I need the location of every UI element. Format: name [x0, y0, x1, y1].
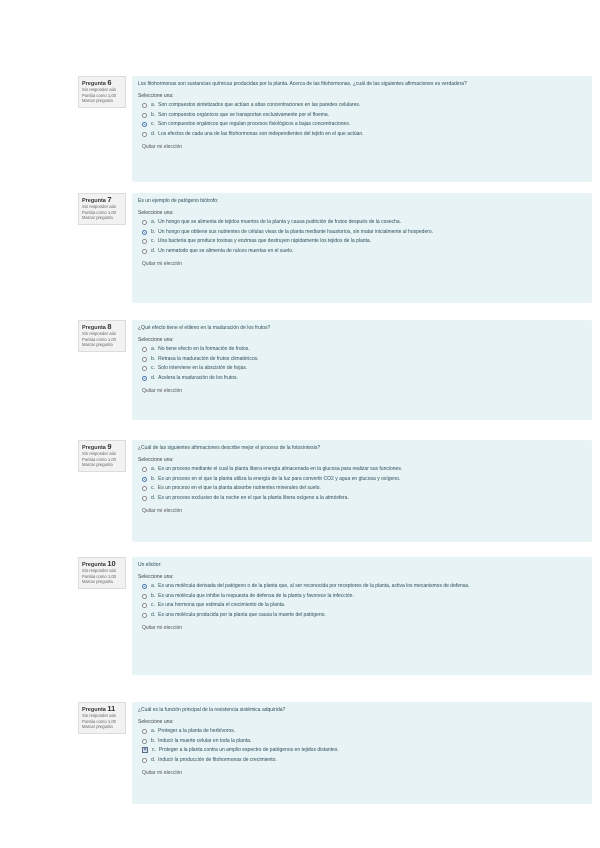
select-one-label: Seleccione una:: [138, 209, 174, 216]
question-status: Sin responder aún: [82, 204, 117, 210]
option-letter: a.: [151, 102, 156, 109]
option-letter: c.: [152, 747, 156, 754]
radio-icon[interactable]: [142, 486, 147, 491]
question-score: Puntúa como 1,00: [82, 336, 116, 342]
option-letter: b.: [151, 228, 156, 235]
question-status: Sin responder aún: [82, 87, 117, 93]
select-one-label: Seleccione una:: [138, 92, 174, 99]
radio-icon[interactable]: [142, 594, 147, 599]
radio-icon[interactable]: [142, 366, 147, 371]
option-text: Es una molécula que inhibe la respuesta de defensa de la planta y favorece la infección.: [158, 592, 354, 599]
question-text: ¿Cuál es la función principal de la resistencia sistémica adquirida?: [138, 707, 286, 713]
select-one-label: Seleccione una:: [138, 456, 174, 463]
option-text: Proteger a la planta contra un amplio espectro de patógenos en tejidos distantes.: [158, 747, 339, 754]
option-text: Es un proceso mediante el cual la planta libera energía almacenada en la glucosa para realizar sus funciones.: [158, 466, 403, 473]
answer-option[interactable]: [142, 219, 586, 226]
select-one-label: Seleccione una:: [138, 718, 174, 725]
answer-option[interactable]: [142, 131, 586, 138]
answer-option[interactable]: [142, 375, 586, 382]
answer-option[interactable]: [142, 248, 586, 255]
option-text: Una bacteria que produce toxinas y enzimas que destruyen rápidamente los tejidos de la planta.: [157, 238, 372, 245]
question-score: Puntúa como 1,00: [82, 456, 116, 462]
option-text: Es una molécula producida por la planta que causa la muerte del patógeno.: [158, 611, 326, 618]
question-content: [132, 76, 592, 182]
answer-option[interactable]: [142, 121, 586, 128]
radio-icon[interactable]: [142, 729, 147, 734]
radio-icon[interactable]: [142, 113, 147, 118]
option-letter: a.: [151, 583, 156, 590]
answer-option[interactable]: [142, 346, 586, 353]
radio-icon[interactable]: [142, 357, 147, 362]
select-one-label: Seleccione una:: [138, 573, 174, 580]
answer-option[interactable]: [142, 602, 586, 609]
flag-question-link[interactable]: Marcar pregunta: [82, 342, 113, 348]
question-block: [78, 440, 592, 542]
question-info: [78, 557, 126, 589]
question-text: ¿Cuál de las siguientes afirmaciones describe mejor el proceso de la fotosíntesis?: [138, 445, 321, 451]
option-letter: b.: [151, 475, 156, 482]
question-block: [78, 76, 592, 182]
answer-option[interactable]: [142, 466, 586, 473]
option-text: No tiene efecto en la formación de frutos.: [158, 346, 250, 353]
question-content: [132, 702, 592, 804]
radio-icon[interactable]: [142, 239, 147, 244]
radio-icon[interactable]: [142, 230, 147, 235]
checkbox-icon[interactable]: ✕: [143, 747, 148, 754]
question-score: Puntúa como 1,00: [82, 209, 116, 215]
option-text: Solo interviene en la abscisión de hojas.: [157, 365, 248, 372]
option-text: Es una hormona que estimula el crecimiento de la planta.: [157, 602, 286, 609]
radio-icon[interactable]: [142, 496, 147, 501]
answer-option[interactable]: [142, 757, 586, 764]
answer-option[interactable]: [142, 738, 586, 745]
option-text: Los efectos de cada una de las fitohormonas son independientes del tejido en el que actúan.: [158, 130, 364, 137]
question-number: Pregunta 11: [82, 704, 116, 713]
option-letter: a.: [151, 728, 156, 735]
answer-option[interactable]: [142, 583, 586, 590]
option-text: Retrasa la maduración de frutos climatéricos.: [158, 355, 259, 362]
question-content: [132, 193, 592, 303]
option-letter: c.: [151, 238, 155, 245]
option-text: Son compuestos orgánicos que se transportan exclusivamente por el floema.: [158, 111, 330, 118]
question-number: Pregunta 9: [82, 442, 112, 451]
answer-option[interactable]: [142, 112, 586, 119]
question-content: [132, 320, 592, 420]
radio-icon[interactable]: [142, 584, 147, 589]
option-letter: d.: [151, 247, 156, 254]
answer-option[interactable]: [142, 365, 586, 372]
question-status: Sin responder aún: [82, 568, 117, 574]
answer-option[interactable]: [142, 476, 586, 483]
option-text: Acelera la maduración de los frutos.: [158, 374, 238, 381]
option-text: Son compuestos sintetizados que actúan a altas concentraciones en las paredes celulares.: [158, 102, 361, 109]
question-block: [78, 702, 592, 804]
question-number: Pregunta 6: [82, 78, 112, 87]
radio-icon[interactable]: [142, 739, 147, 744]
question-status: Sin responder aún: [82, 331, 117, 337]
answer-option[interactable]: [142, 229, 586, 236]
radio-icon[interactable]: [142, 122, 147, 127]
flag-question-link[interactable]: Marcar pregunta: [82, 579, 113, 585]
question-info: [78, 320, 126, 352]
clear-choice-link[interactable]: Quitar mi elección: [142, 624, 183, 631]
option-letter: d.: [151, 130, 156, 137]
question-text: ¿Qué efecto tiene el etileno en la maduración de los frutos?: [138, 325, 271, 331]
question-info: [78, 76, 126, 108]
clear-choice-link[interactable]: Quitar mi elección: [142, 769, 183, 776]
question-content: [132, 557, 592, 675]
option-letter: c.: [151, 485, 155, 492]
option-letter: a.: [151, 466, 156, 473]
question-content: [132, 440, 592, 542]
clear-choice-link[interactable]: Quitar mi elección: [142, 507, 183, 514]
question-info: [78, 193, 126, 225]
answer-option[interactable]: [142, 356, 586, 363]
answer-option[interactable]: [142, 485, 586, 492]
option-letter: c.: [151, 365, 155, 372]
option-letter: d.: [151, 756, 156, 763]
flag-question-link[interactable]: Marcar pregunta: [82, 724, 113, 730]
option-letter: a.: [151, 346, 156, 353]
answer-option[interactable]: [142, 102, 586, 109]
radio-icon[interactable]: [142, 376, 147, 381]
option-letter: c.: [151, 121, 155, 128]
clear-choice-link[interactable]: Quitar mi elección: [142, 387, 183, 394]
option-text: Inducir la producción de fitohormonas de crecimiento.: [158, 756, 277, 763]
option-letter: d.: [151, 374, 156, 381]
clear-choice-link[interactable]: Quitar mi elección: [142, 143, 183, 150]
radio-icon[interactable]: [142, 758, 147, 763]
radio-icon[interactable]: [142, 603, 147, 608]
radio-icon[interactable]: [142, 467, 147, 472]
option-text: Es un proceso exclusivo de la noche en el que la planta libera oxígeno a la atmósfera.: [158, 494, 349, 501]
question-number: Pregunta 10: [82, 559, 116, 568]
option-text: Proteger a la planta de herbívoros.: [158, 728, 236, 735]
question-number: Pregunta 8: [82, 322, 112, 331]
radio-icon[interactable]: [142, 249, 147, 254]
flag-question-link[interactable]: Marcar pregunta: [82, 98, 113, 104]
radio-icon[interactable]: [142, 103, 147, 108]
option-text: Es un proceso en el que la planta utiliza la energía de la luz para convertir CO2 y agua en glucosa y oxígeno.: [158, 475, 401, 482]
option-text: Son compuestos orgánicos que regulan procesos fisiológicos a bajas concentraciones.: [157, 121, 351, 128]
option-text: Inducir la muerte celular en toda la planta.: [158, 737, 252, 744]
option-text: Un hongo que se alimenta de tejidos muertos de la planta y causa pudrición de frutos después de la cosecha.: [158, 219, 402, 226]
question-score: Puntúa como 1,00: [82, 92, 116, 98]
option-letter: b.: [151, 111, 156, 118]
question-info: [78, 440, 126, 472]
option-text: Un nematodo que se alimenta de raíces muertas en el suelo.: [158, 247, 294, 254]
option-letter: a.: [151, 219, 156, 226]
radio-icon[interactable]: [142, 220, 147, 225]
option-letter: d.: [151, 611, 156, 618]
question-number: Pregunta 7: [82, 195, 112, 204]
flag-question-link[interactable]: Marcar pregunta: [82, 462, 113, 468]
answer-option[interactable]: [142, 238, 586, 245]
answer-option[interactable]: [142, 612, 586, 619]
answer-option[interactable]: [142, 593, 586, 600]
answer-option[interactable]: [142, 747, 586, 754]
radio-icon[interactable]: [142, 347, 147, 352]
question-block: [78, 557, 592, 675]
option-letter: b.: [151, 737, 156, 744]
clear-choice-link[interactable]: Quitar mi elección: [142, 260, 183, 267]
option-letter: d.: [151, 494, 156, 501]
question-block: [78, 320, 592, 420]
question-block: [78, 193, 592, 303]
question-text: Los fitohormonas son sustancias químicas producidas por la planta. Acerca de las fitohormonas, ¿cuál de las siguientes afirmaciones es verdadera?: [138, 81, 467, 87]
option-letter: b.: [151, 592, 156, 599]
option-letter: c.: [151, 602, 155, 609]
question-text: Un elicitor:: [138, 562, 162, 568]
radio-icon[interactable]: [142, 477, 147, 482]
question-status: Sin responder aún: [82, 451, 117, 457]
radio-icon[interactable]: [142, 613, 147, 618]
question-score: Puntúa como 1,00: [82, 718, 116, 724]
option-text: Es un proceso en el que la planta absorbe nutrientes minerales del suelo.: [157, 485, 321, 492]
question-status: Sin responder aún: [82, 713, 117, 719]
flag-question-link[interactable]: Marcar pregunta: [82, 215, 113, 221]
question-info: [78, 702, 126, 734]
radio-icon[interactable]: [142, 132, 147, 137]
question-score: Puntúa como 1,00: [82, 573, 116, 579]
option-text: Un hongo que obtiene sus nutrientes de células vivas de la planta mediante haustorios, sin matar inicialmente al hospedero.: [158, 228, 434, 235]
answer-option[interactable]: [142, 495, 586, 502]
option-text: Es una molécula derivada del patógeno o de la planta que, al ser reconocida por receptores de la planta, activa los mecanismos de defensa.: [158, 583, 470, 590]
question-text: Es un ejemplo de patógeno biótrofo:: [138, 198, 219, 204]
option-letter: b.: [151, 355, 156, 362]
select-one-label: Seleccione una:: [138, 336, 174, 343]
answer-option[interactable]: [142, 728, 586, 735]
